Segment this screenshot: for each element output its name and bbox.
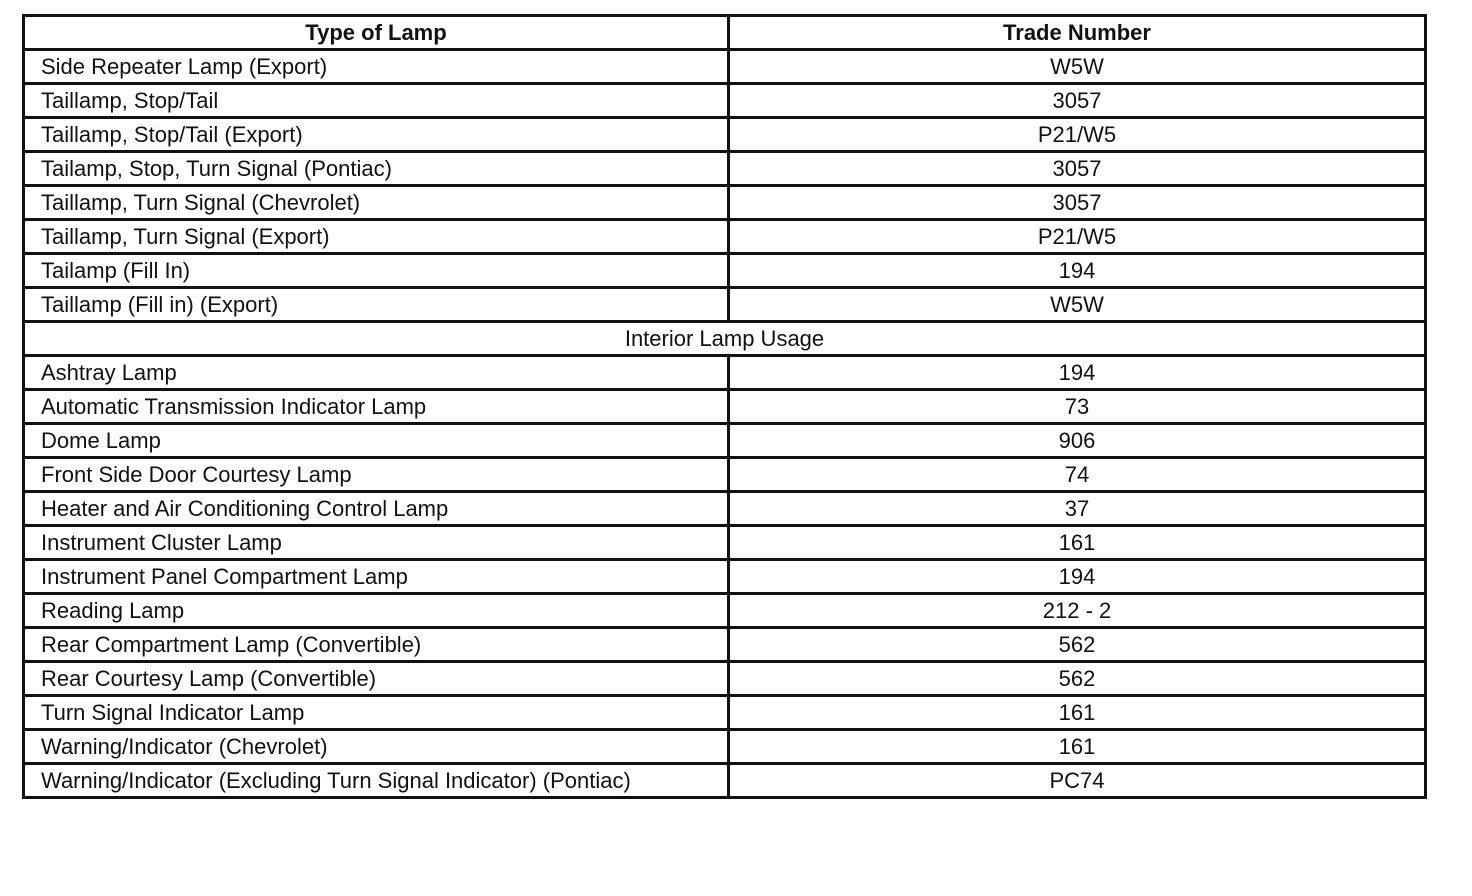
lamp-type-cell: Taillamp, Stop/Tail (Export) [24,118,729,152]
trade-number-cell: 74 [729,458,1426,492]
trade-number-cell: P21/W5 [729,118,1426,152]
trade-number-cell: 161 [729,526,1426,560]
table-row [24,730,1426,764]
table-row [24,356,1426,390]
table-row [24,424,1426,458]
lamp-type-cell: Reading Lamp [24,594,729,628]
table-row [24,254,1426,288]
table-row [24,288,1426,322]
table-row [24,50,1426,84]
trade-number-cell: W5W [729,50,1426,84]
trade-number-cell: 562 [729,662,1426,696]
lamp-type-cell: Tailamp, Stop, Turn Signal (Pontiac) [24,152,729,186]
lamp-type-cell: Rear Courtesy Lamp (Convertible) [24,662,729,696]
section-title-interior: Interior Lamp Usage [24,322,1426,356]
lamp-type-cell: Ashtray Lamp [24,356,729,390]
lamp-type-cell: Turn Signal Indicator Lamp [24,696,729,730]
header-row [24,16,1426,50]
lamp-type-cell: Taillamp, Turn Signal (Chevrolet) [24,186,729,220]
trade-number-cell: 562 [729,628,1426,662]
lamp-type-cell: Front Side Door Courtesy Lamp [24,458,729,492]
table-row [24,492,1426,526]
table-row [24,186,1426,220]
table-row [24,390,1426,424]
trade-number-cell: 161 [729,730,1426,764]
table-row [24,696,1426,730]
header-trade-number: Trade Number [729,16,1426,50]
lamp-type-cell: Taillamp (Fill in) (Export) [24,288,729,322]
lamp-type-cell: Rear Compartment Lamp (Convertible) [24,628,729,662]
table-row [24,662,1426,696]
table-row [24,220,1426,254]
lamp-type-cell: Taillamp, Stop/Tail [24,84,729,118]
trade-number-cell: 212 - 2 [729,594,1426,628]
trade-number-cell: 3057 [729,84,1426,118]
trade-number-cell: 194 [729,356,1426,390]
table-row [24,84,1426,118]
header-type-of-lamp: Type of Lamp [24,16,729,50]
trade-number-cell: 194 [729,560,1426,594]
trade-number-cell: 73 [729,390,1426,424]
lamp-usage-table [22,14,1427,799]
table-row [24,594,1426,628]
trade-number-cell: 3057 [729,152,1426,186]
table-row [24,560,1426,594]
lamp-usage-table-container [22,14,1424,799]
table-row [24,152,1426,186]
trade-number-cell: 3057 [729,186,1426,220]
lamp-type-cell: Instrument Panel Compartment Lamp [24,560,729,594]
lamp-type-cell: Tailamp (Fill In) [24,254,729,288]
trade-number-cell: 161 [729,696,1426,730]
lamp-type-cell: Warning/Indicator (Excluding Turn Signal Indicator) (Pontiac) [24,764,729,798]
table-row [24,458,1426,492]
table-row [24,118,1426,152]
trade-number-cell: P21/W5 [729,220,1426,254]
lamp-type-cell: Warning/Indicator (Chevrolet) [24,730,729,764]
lamp-type-cell: Heater and Air Conditioning Control Lamp [24,492,729,526]
lamp-type-cell: Side Repeater Lamp (Export) [24,50,729,84]
trade-number-cell: PC74 [729,764,1426,798]
section-row [24,322,1426,356]
trade-number-cell: 906 [729,424,1426,458]
trade-number-cell: 37 [729,492,1426,526]
lamp-type-cell: Taillamp, Turn Signal (Export) [24,220,729,254]
lamp-type-cell: Automatic Transmission Indicator Lamp [24,390,729,424]
trade-number-cell: W5W [729,288,1426,322]
lamp-type-cell: Instrument Cluster Lamp [24,526,729,560]
table-row [24,526,1426,560]
table-row [24,764,1426,798]
trade-number-cell: 194 [729,254,1426,288]
table-row [24,628,1426,662]
lamp-type-cell: Dome Lamp [24,424,729,458]
